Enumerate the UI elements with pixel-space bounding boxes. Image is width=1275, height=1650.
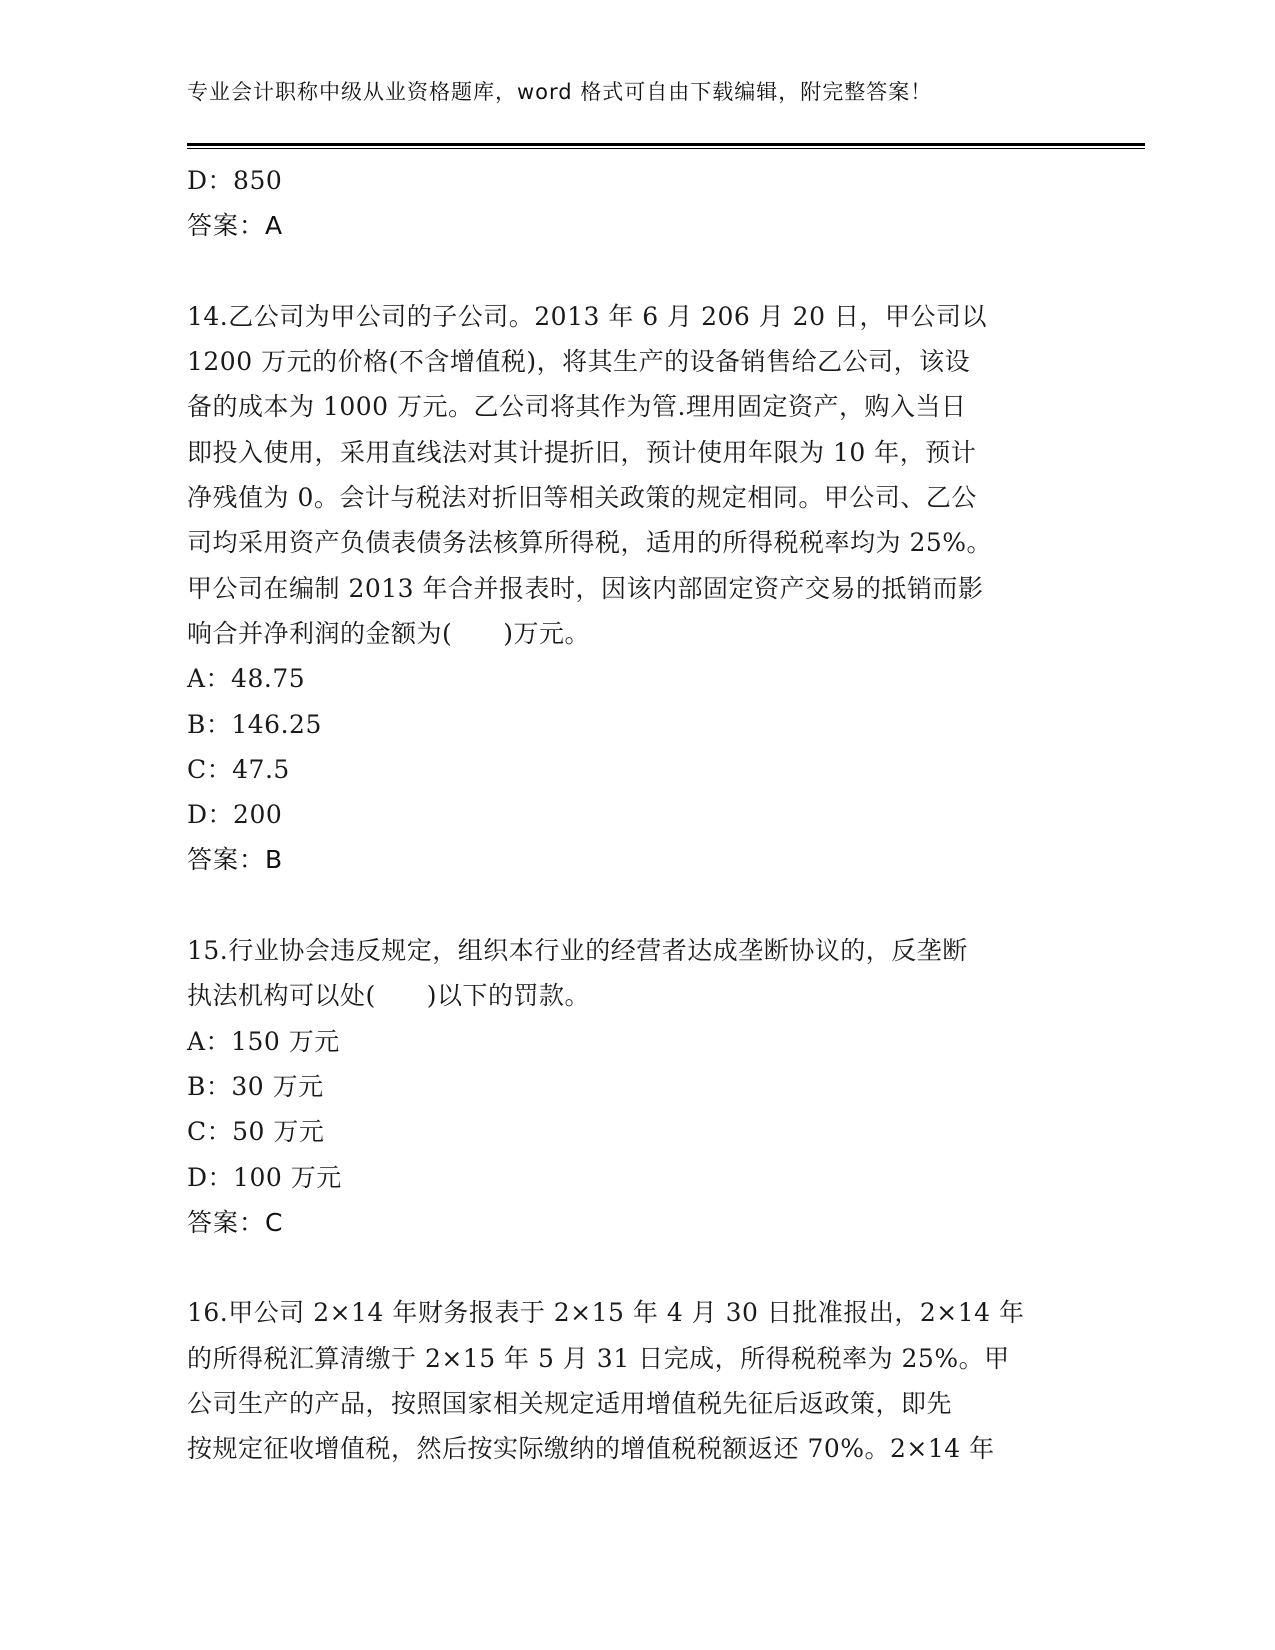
question-text-line: 15.行业协会违反规定，组织本行业的经营者达成垄断协议的，反垄断 [187,936,968,966]
spacer [187,1245,1087,1290]
answer-line: 答案：A [187,211,284,241]
question-text-line: 司均采用资产负债表债务法核算所得税，适用的所得税税率均为 25%。 [187,528,993,558]
question-14 [187,294,1087,883]
question-text-line: 备的成本为 1000 万元。乙公司将其作为管.理用固定资产，购入当日 [187,392,967,422]
question-text-line: 按规定征收增值税，然后按实际缴纳的增值税税额返还 70%。2×14 年 [187,1434,995,1464]
question-text-line: 甲公司在编制 2013 年合并报表时，因该内部固定资产交易的抵销而影 [187,573,984,603]
question-text-line: 执法机构可以处( )以下的罚款。 [187,981,591,1011]
question-text-line: 即投入使用，采用直线法对其计提折旧，预计使用年限为 10 年，预计 [187,437,977,467]
header-divider-thick [187,143,1145,146]
option-c: C：47.5 [187,754,290,784]
option-a: A：48.75 [187,664,306,694]
question-text-line: 的所得税汇算清缴于 2×15 年 5 月 31 日完成，所得税税率为 25%。甲 [187,1343,1010,1373]
option-d: D：850 [187,166,283,195]
question-text-line: 响合并净利润的金额为( )万元。 [187,618,591,648]
question-text-line: 14.乙公司为甲公司的子公司。2013 年 6 月 206 月 20 日，甲公司以 [187,301,987,331]
option-d: D：200 [187,800,283,830]
answer-line: 答案：C [187,1207,284,1237]
option-a: A：150 万元 [187,1026,340,1056]
question-13-tail [187,158,1087,249]
document-body [187,158,1087,1472]
option-d: D：100 万元 [187,1162,342,1192]
question-16 [187,1290,1087,1471]
header-divider-thin [187,148,1145,149]
question-15 [187,928,1087,1245]
question-text-line: 净残值为 0。会计与税法对折旧等相关政策的规定相同。甲公司、乙公 [187,483,977,513]
answer-line: 答案：B [187,845,284,875]
question-text-line: 公司生产的产品，按照国家相关规定适用增值税先征后返政策，即先 [187,1389,953,1419]
option-c: C：50 万元 [187,1117,325,1147]
question-text-line: 16.甲公司 2×14 年财务报表于 2×15 年 4 月 30 日批准报出，2×14 年 [187,1298,1025,1328]
question-text-line: 1200 万元的价格(不含增值税)，将其生产的设备销售给乙公司，该设 [187,347,971,377]
option-b: B：30 万元 [187,1071,324,1101]
page-header: 专业会计职称中级从业资格题库，word 格式可自由下载编辑，附完整答案！ [187,80,933,104]
spacer [187,249,1087,294]
spacer [187,883,1087,928]
option-b: B：146.25 [187,709,322,739]
